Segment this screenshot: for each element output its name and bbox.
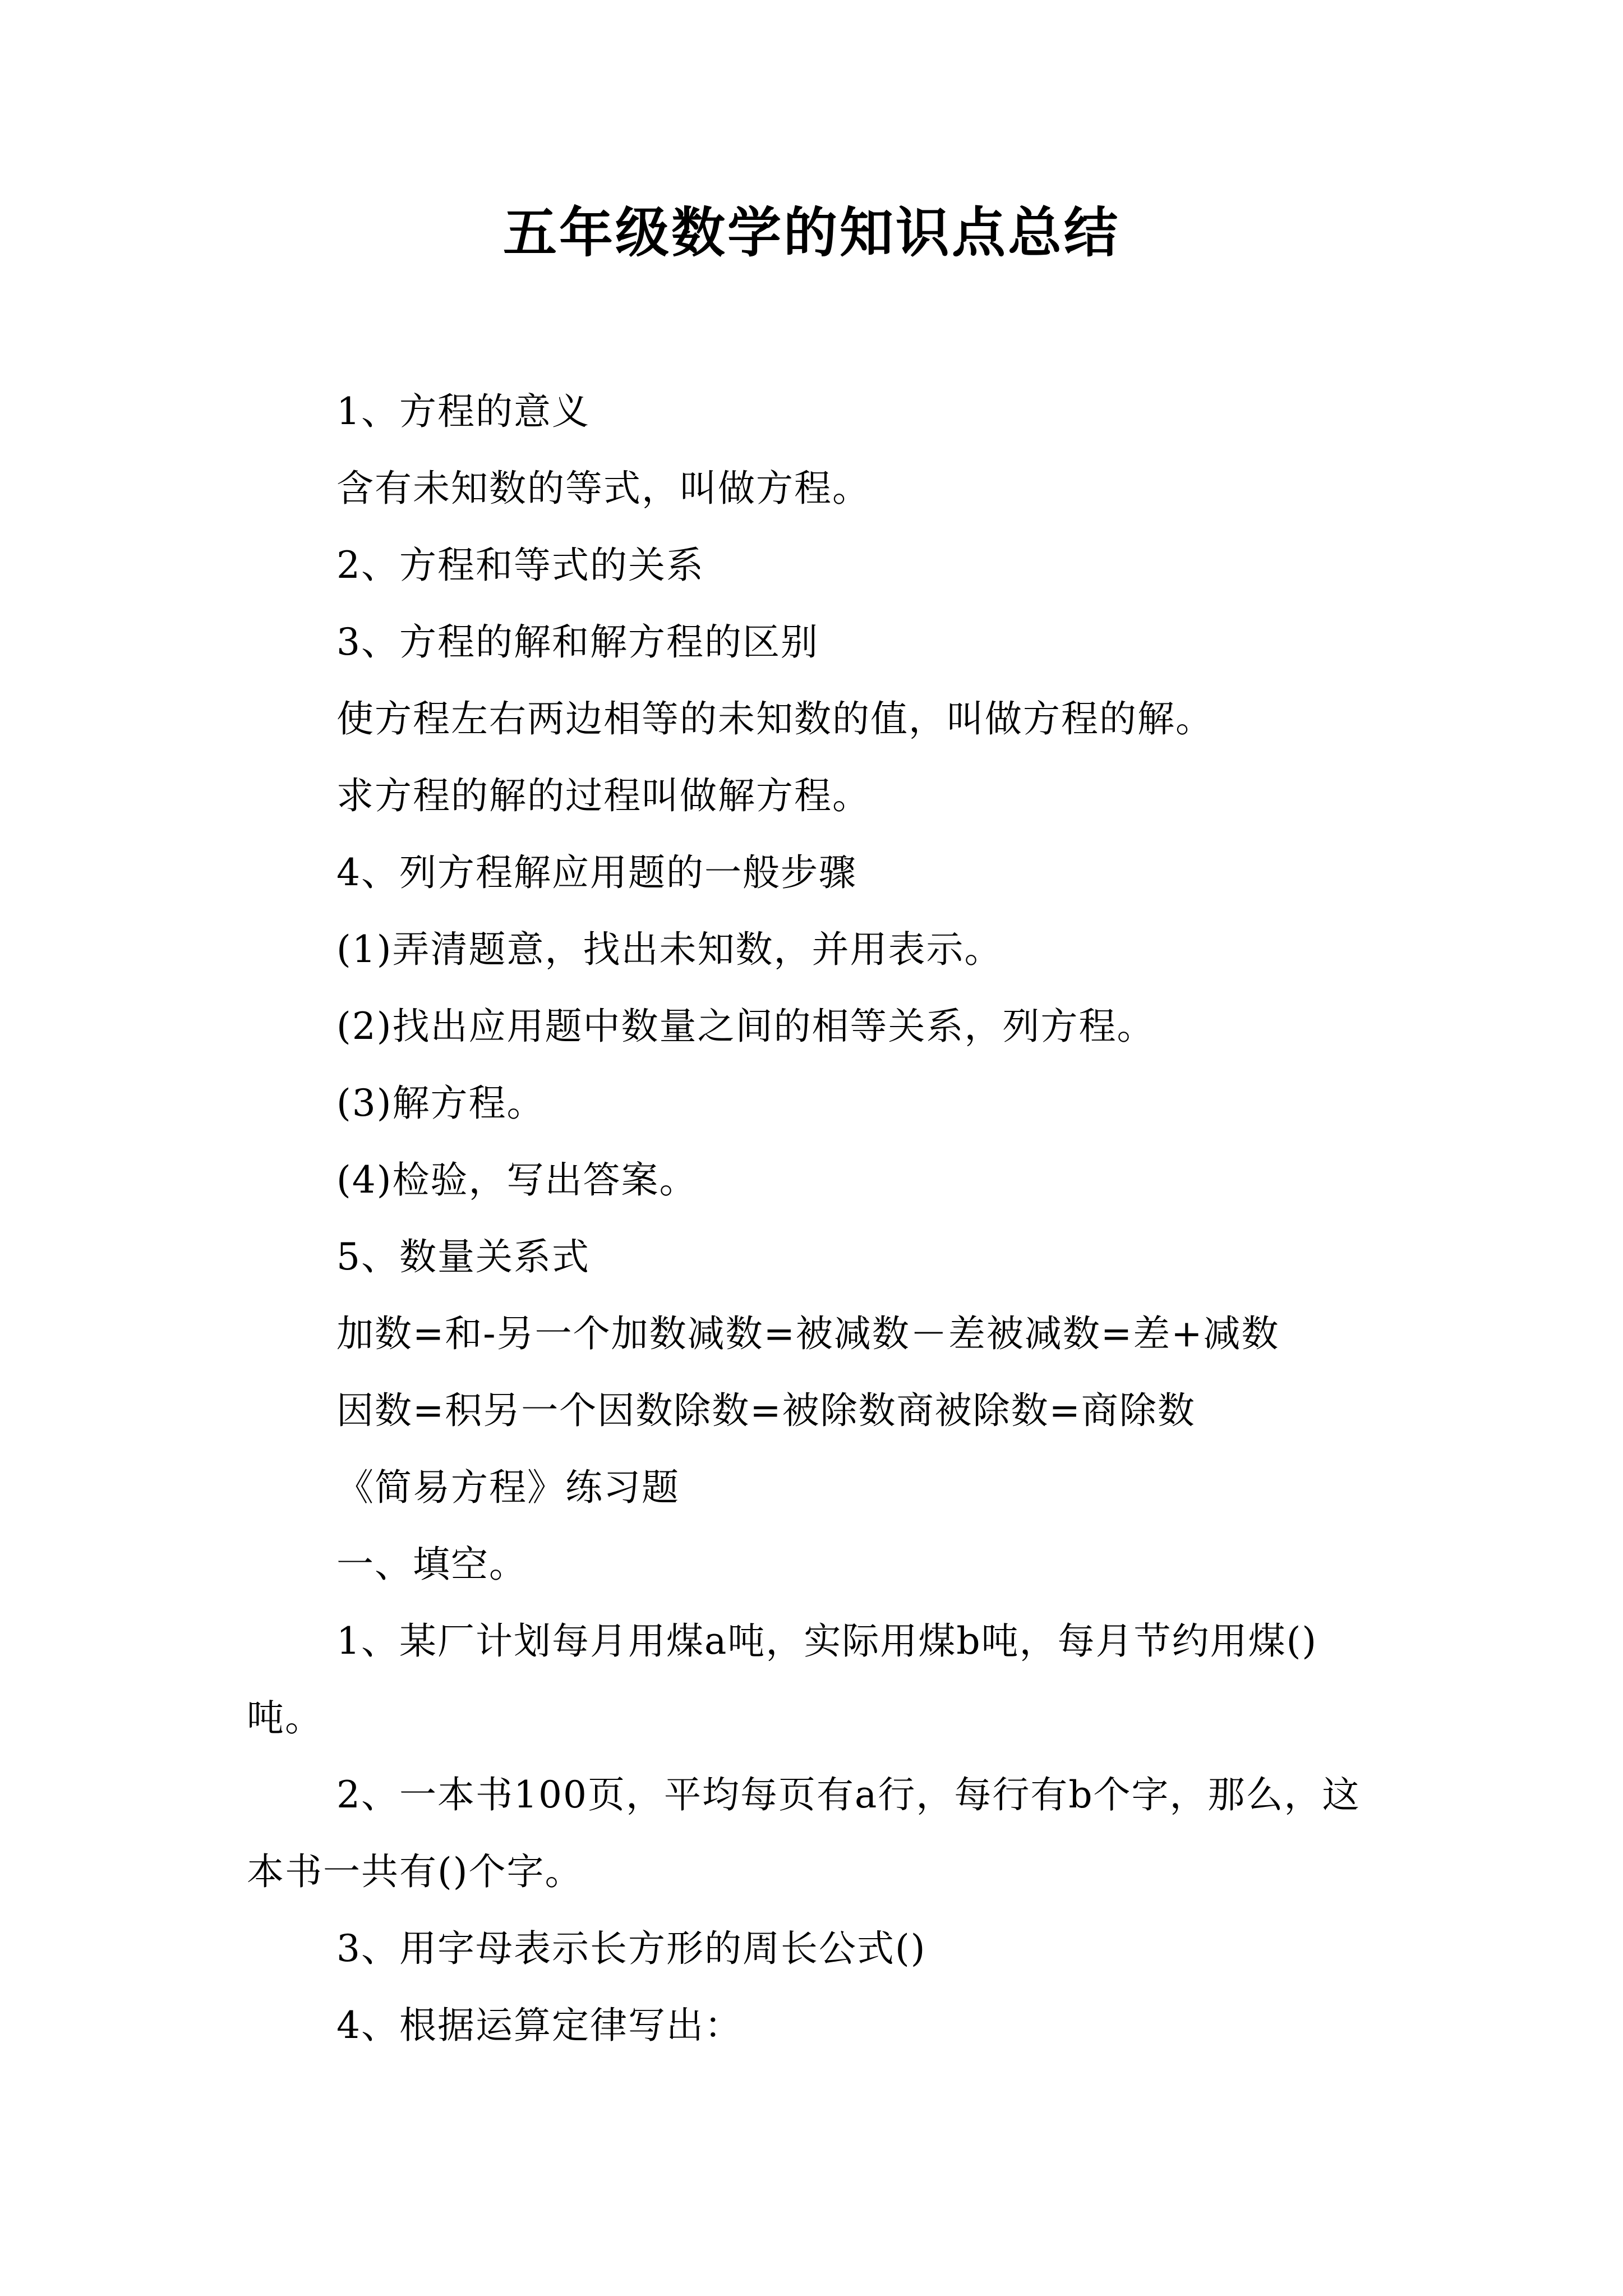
paragraph-16: 一、填空。 <box>336 1543 527 1586</box>
paragraph-11: (4)检验，写出答案。 <box>336 1158 698 1202</box>
paragraph-12: 5、数量关系式 <box>336 1235 590 1278</box>
document-title: 五年级数学的知识点总结 <box>503 201 1120 264</box>
paragraph-1: 1、方程的意义 <box>336 390 590 433</box>
paragraph-7: 4、列方程解应用题的一般步骤 <box>336 851 857 894</box>
paragraph-20: 4、根据运算定律写出： <box>336 2004 743 2047</box>
paragraph-17: 1、某厂计划每月用煤a吨，实际用煤b吨，每月节约用煤()吨。 <box>247 1619 1318 1740</box>
document-body <box>247 373 1391 2064</box>
paragraph-5: 使方程左右两边相等的未知数的值，叫做方程的解。 <box>336 697 1214 740</box>
paragraph-3: 2、方程和等式的关系 <box>336 544 704 587</box>
paragraph-9: (2)找出应用题中数量之间的相等关系，列方程。 <box>336 1005 1155 1048</box>
paragraph-19: 3、用字母表示长方形的周长公式() <box>336 1927 926 1970</box>
paragraph-6: 求方程的解的过程叫做解方程。 <box>336 774 870 817</box>
paragraph-8: (1)弄清题意，找出未知数，并用表示。 <box>336 928 1003 971</box>
paragraph-10: (3)解方程。 <box>336 1082 545 1125</box>
paragraph-14: 因数=积另一个因数除数=被除数商被除数=商除数 <box>336 1389 1196 1432</box>
paragraph-2: 含有未知数的等式，叫做方程。 <box>336 467 870 510</box>
paragraph-18: 2、一本书100页，平均每页有a行，每行有b个字，那么，这本书一共有()个字。 <box>247 1773 1361 1893</box>
paragraph-15: 《简易方程》练习题 <box>336 1466 680 1509</box>
paragraph-13: 加数=和-另一个加数减数=被减数－差被减数=差+减数 <box>336 1312 1280 1355</box>
paragraph-4: 3、方程的解和解方程的区别 <box>336 620 819 664</box>
